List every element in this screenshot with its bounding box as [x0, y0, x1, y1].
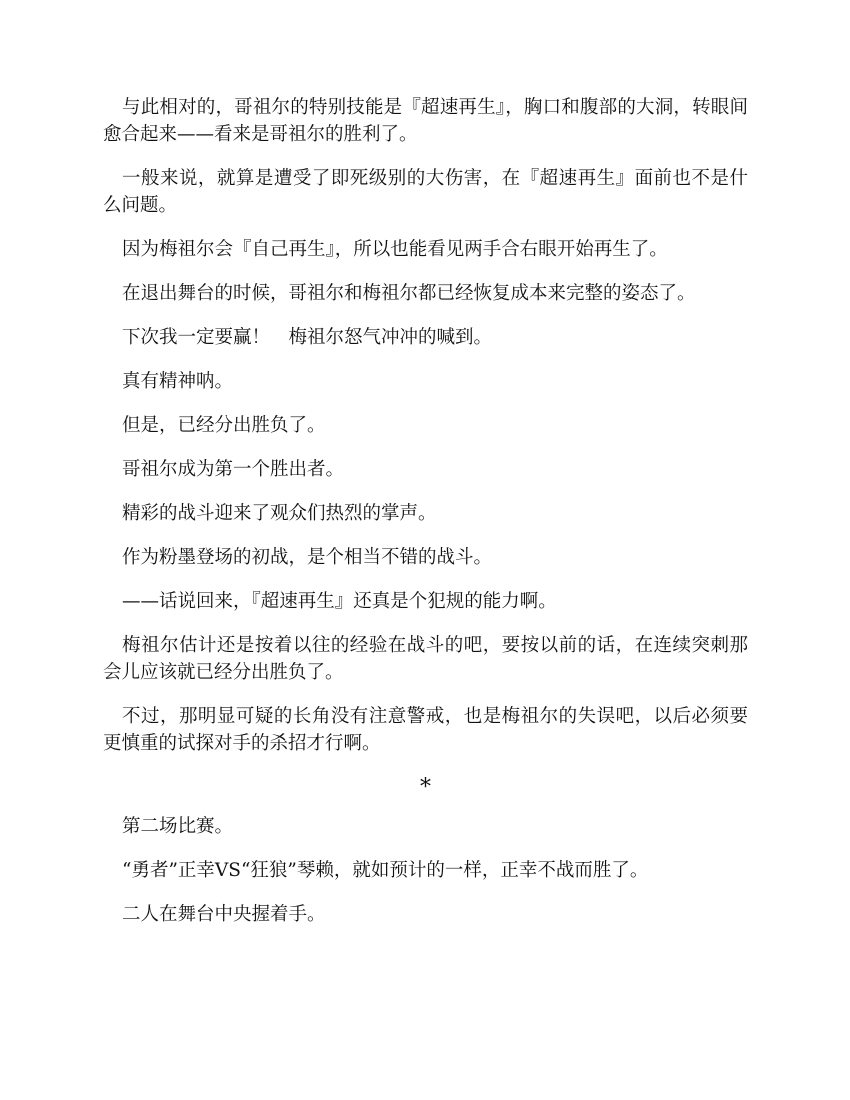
paragraph-15: “勇者”正幸VS“狂狼”琴赖，就如预计的一样，正幸不战而胜了。 [122, 860, 649, 881]
paragraph-13: 不过，那明显可疑的长角没有注意警戒，也是梅祖尔的失误吧，以后必须要更慎重的试探对手的杀招才行啊。 [103, 706, 748, 754]
paragraph-1: 与此相对的，哥祖尔的特别技能是『超速再生』，胸口和腹部的大洞，转眼间愈合起来——看来是哥祖尔的胜利了。 [103, 97, 748, 145]
paragraph-12: 梅祖尔估计还是按着以往的经验在战斗的吧，要按以前的话，在连续突刺那会儿应该就已经分出胜负了。 [103, 635, 748, 683]
paragraph-5: 下次我一定要赢！ 梅祖尔怒气冲冲的喊到。 [122, 327, 493, 348]
paragraph-8: 哥祖尔成为第一个胜出者。 [122, 459, 345, 480]
paragraph-4: 在退出舞台的时候，哥祖尔和梅祖尔都已经恢复成本来完整的姿态了。 [122, 283, 696, 304]
paragraph-11: ——话说回来，『超速再生』还真是个犯规的能力啊。 [122, 591, 557, 612]
paragraph-16: 二人在舞台中央握着手。 [122, 904, 326, 925]
paragraph-9: 精彩的战斗迎来了观众们热烈的掌声。 [122, 503, 437, 524]
paragraph-10: 作为粉墨登场的初战，是个相当不错的战斗。 [122, 547, 493, 568]
paragraph-2: 一般来说，就算是遭受了即死级别的大伤害，在『超速再生』面前也不是什么问题。 [103, 168, 748, 216]
section-separator: * [420, 775, 431, 800]
paragraph-7: 但是，已经分出胜负了。 [122, 415, 326, 436]
document-page [103, 94, 748, 945]
paragraph-6: 真有精神呐。 [122, 371, 234, 392]
paragraph-14: 第二场比赛。 [122, 816, 234, 837]
paragraph-3: 因为梅祖尔会『自己再生』，所以也能看见两手合右眼开始再生了。 [122, 239, 668, 260]
